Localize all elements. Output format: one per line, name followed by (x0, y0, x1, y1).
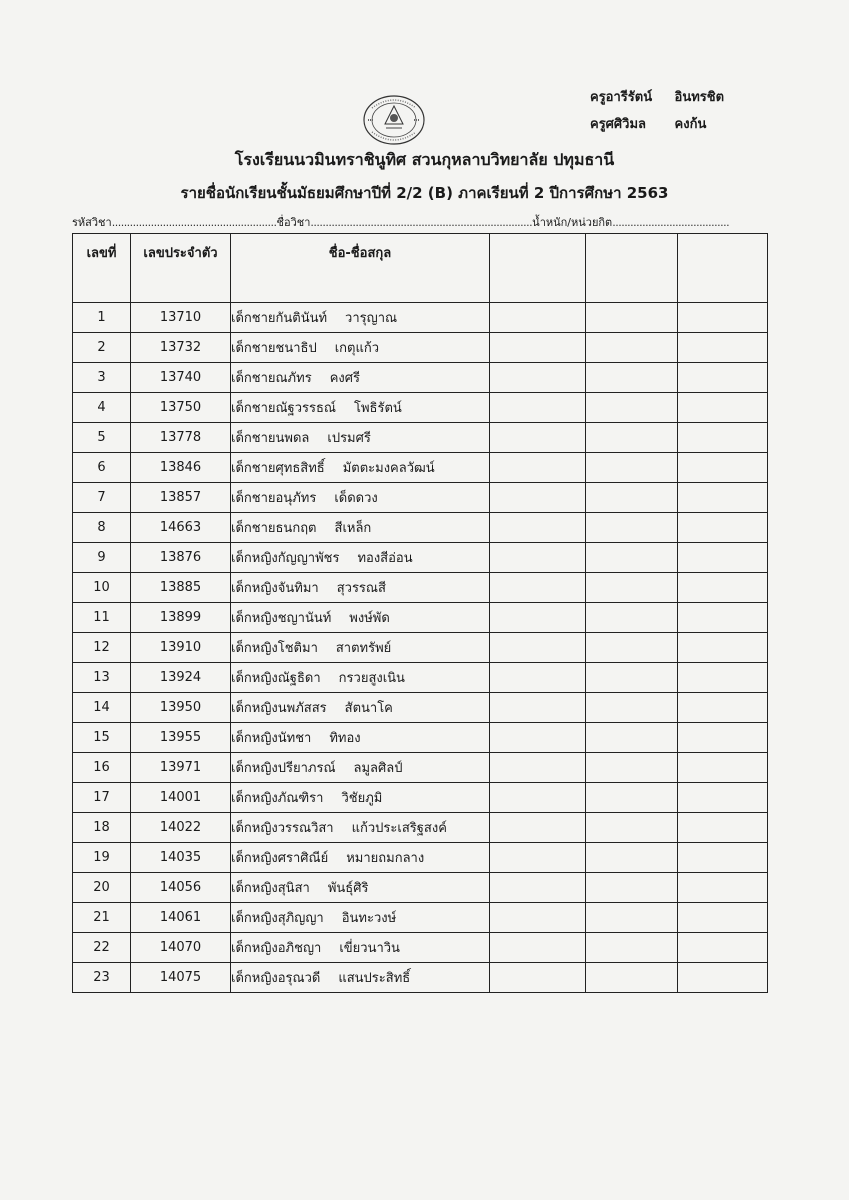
student-name (231, 423, 490, 453)
table-row (73, 813, 768, 843)
score-cell[interactable] (490, 303, 586, 333)
student-first-name: เด็กหญิงโชติมา (231, 641, 318, 656)
score-cell[interactable] (678, 843, 768, 873)
student-last-name: แสนประสิทธิ์ (338, 971, 411, 986)
student-last-name: ทิทอง (329, 731, 361, 746)
student-name (231, 693, 490, 723)
table-row (73, 543, 768, 573)
table-row (73, 903, 768, 933)
student-last-name: สัตนาโค (344, 701, 393, 716)
score-cell[interactable] (678, 663, 768, 693)
student-number: 23 (73, 963, 131, 993)
student-roster-table (72, 233, 768, 993)
student-last-name: โพธิรัตน์ (354, 401, 402, 416)
score-cell[interactable] (586, 333, 678, 363)
student-number: 11 (73, 603, 131, 633)
student-first-name: เด็กชายกันตินันท์ (231, 311, 328, 326)
score-cell[interactable] (678, 753, 768, 783)
table-row (73, 453, 768, 483)
student-last-name: แก้วประเสริฐสงค์ (351, 821, 447, 836)
score-cell[interactable] (586, 573, 678, 603)
score-cell[interactable] (490, 393, 586, 423)
score-cell[interactable] (586, 843, 678, 873)
student-id: 13846 (131, 453, 231, 483)
student-number: 9 (73, 543, 131, 573)
student-last-name: วารุญาณ (345, 311, 398, 326)
student-name (231, 933, 490, 963)
student-first-name: เด็กหญิงปรียาภรณ์ (231, 761, 336, 776)
student-id: 14022 (131, 813, 231, 843)
score-cell[interactable] (490, 633, 586, 663)
student-name (231, 513, 490, 543)
student-id: 13740 (131, 363, 231, 393)
table-row (73, 753, 768, 783)
student-last-name: หมายถมกลาง (346, 851, 425, 866)
student-last-name: มัตตะมงคลวัฒน์ (342, 461, 435, 476)
student-number: 10 (73, 573, 131, 603)
score-cell[interactable] (490, 843, 586, 873)
header-number: เลขที่ (73, 234, 131, 303)
score-cell[interactable] (678, 963, 768, 993)
student-last-name: เด็ดดวง (334, 491, 378, 506)
student-number: 1 (73, 303, 131, 333)
score-cell[interactable] (678, 573, 768, 603)
credit-blank[interactable]: ....................................... (612, 216, 730, 229)
student-number: 16 (73, 753, 131, 783)
score-cell[interactable] (678, 693, 768, 723)
teacher-first-name: ครูอารีรัตน์ (590, 90, 653, 105)
student-number: 5 (73, 423, 131, 453)
student-name (231, 453, 490, 483)
student-first-name: เด็กหญิงวรรณวิสา (231, 821, 334, 836)
student-number: 12 (73, 633, 131, 663)
student-name (231, 903, 490, 933)
student-id: 13924 (131, 663, 231, 693)
table-row (73, 693, 768, 723)
table-row (73, 783, 768, 813)
subject-name-blank[interactable]: .......................................................................... (310, 216, 533, 229)
table-row (73, 933, 768, 963)
header-blank-2 (586, 234, 678, 303)
student-name (231, 663, 490, 693)
score-cell[interactable] (678, 603, 768, 633)
score-cell[interactable] (586, 873, 678, 903)
score-cell[interactable] (586, 363, 678, 393)
student-number: 17 (73, 783, 131, 813)
student-name (231, 753, 490, 783)
table-row (73, 573, 768, 603)
table-row (73, 363, 768, 393)
student-last-name: เปรมศรี (327, 431, 371, 446)
student-number: 22 (73, 933, 131, 963)
subject-code-blank[interactable]: ....................................................... (111, 216, 277, 229)
subject-code-label: รหัสวิชา (72, 216, 112, 229)
score-cell[interactable] (490, 723, 586, 753)
student-id: 13778 (131, 423, 231, 453)
student-first-name: เด็กชายศุทธสิทธิ์ (231, 461, 325, 476)
student-name (231, 633, 490, 663)
student-last-name: อินทะวงษ์ (341, 911, 397, 926)
student-first-name: เด็กหญิงสุภิญญา (231, 911, 324, 926)
score-cell[interactable] (678, 783, 768, 813)
score-cell[interactable] (586, 783, 678, 813)
score-cell[interactable] (490, 483, 586, 513)
class-title (0, 181, 849, 205)
student-id: 14061 (131, 903, 231, 933)
table-row (73, 483, 768, 513)
class-title-text: รายชื่อนักเรียนชั้นมัธยมศึกษาปีที่ 2/2 (B) ภาคเรียนที่ 2 ปีการศึกษา 2563 (180, 184, 669, 202)
score-cell[interactable] (490, 333, 586, 363)
score-cell[interactable] (678, 903, 768, 933)
student-first-name: เด็กหญิงกัญญาพัชร (231, 551, 340, 566)
header-student-id: เลขประจำตัว (131, 234, 231, 303)
score-cell[interactable] (490, 423, 586, 453)
score-cell[interactable] (490, 453, 586, 483)
student-name (231, 573, 490, 603)
score-cell[interactable] (490, 663, 586, 693)
score-cell[interactable] (678, 303, 768, 333)
student-number: 15 (73, 723, 131, 753)
student-name (231, 723, 490, 753)
student-last-name: ทองสีอ่อน (357, 551, 413, 566)
score-cell[interactable] (490, 753, 586, 783)
credit-label: น้ำหนัก/หน่วยกิต (532, 216, 613, 229)
student-first-name: เด็กหญิงจันทิมา (231, 581, 319, 596)
student-first-name: เด็กหญิงภัณฑิรา (231, 791, 324, 806)
student-number: 8 (73, 513, 131, 543)
score-cell[interactable] (678, 933, 768, 963)
score-cell[interactable] (678, 483, 768, 513)
score-cell[interactable] (586, 963, 678, 993)
student-last-name: เกตุแก้ว (334, 341, 380, 356)
student-last-name: ลมูลศิลป์ (353, 761, 403, 776)
student-id: 13899 (131, 603, 231, 633)
score-cell[interactable] (586, 933, 678, 963)
header-blank-1 (490, 234, 586, 303)
student-last-name: คงศรี (329, 371, 360, 386)
student-id: 14070 (131, 933, 231, 963)
header-full-name: ชื่อ-ชื่อสกุล (231, 234, 490, 303)
score-cell[interactable] (586, 513, 678, 543)
student-name (231, 333, 490, 363)
score-cell[interactable] (490, 903, 586, 933)
student-name (231, 843, 490, 873)
student-id: 13732 (131, 333, 231, 363)
student-name (231, 603, 490, 633)
student-first-name: เด็กชายอนุภัทร (231, 491, 317, 506)
score-cell[interactable] (586, 693, 678, 723)
student-first-name: เด็กหญิงณัฐธิดา (231, 671, 321, 686)
student-first-name: เด็กชายณัฐวรรธณ์ (231, 401, 336, 416)
student-name (231, 963, 490, 993)
student-name (231, 483, 490, 513)
teacher-last-name: คงก้น (674, 117, 707, 132)
score-cell[interactable] (490, 933, 586, 963)
student-id: 13885 (131, 573, 231, 603)
student-id: 13876 (131, 543, 231, 573)
student-id: 14075 (131, 963, 231, 993)
student-last-name: พงษ์พัด (349, 611, 390, 626)
table-row (73, 663, 768, 693)
score-cell[interactable] (586, 753, 678, 783)
student-id: 13710 (131, 303, 231, 333)
student-name (231, 303, 490, 333)
score-cell[interactable] (586, 543, 678, 573)
student-first-name: เด็กหญิงนพภัสสร (231, 701, 327, 716)
teacher-2 (590, 111, 724, 138)
student-name (231, 873, 490, 903)
student-first-name: เด็กชายชนาธิป (231, 341, 317, 356)
score-cell[interactable] (586, 723, 678, 753)
student-number: 14 (73, 693, 131, 723)
score-cell[interactable] (678, 543, 768, 573)
student-first-name: เด็กชายนพดล (231, 431, 310, 446)
student-id: 14035 (131, 843, 231, 873)
student-last-name: พันธุ์ศิริ (327, 881, 369, 896)
student-id: 14001 (131, 783, 231, 813)
student-name (231, 813, 490, 843)
student-number: 7 (73, 483, 131, 513)
student-number: 3 (73, 363, 131, 393)
table-body (73, 303, 768, 993)
table-row (73, 843, 768, 873)
student-first-name: เด็กหญิงศราศิณีย์ (231, 851, 329, 866)
student-id: 14663 (131, 513, 231, 543)
student-last-name: สุวรรณสี (336, 581, 386, 596)
score-cell[interactable] (490, 513, 586, 543)
student-first-name: เด็กชายณภัทร (231, 371, 312, 386)
student-id: 13750 (131, 393, 231, 423)
score-cell[interactable] (678, 393, 768, 423)
table-row (73, 333, 768, 363)
score-cell[interactable] (678, 873, 768, 903)
table-row (73, 393, 768, 423)
score-cell[interactable] (678, 813, 768, 843)
score-cell[interactable] (586, 633, 678, 663)
student-id: 13857 (131, 483, 231, 513)
score-cell[interactable] (586, 603, 678, 633)
subject-name-label: ชื่อวิชา (276, 216, 311, 229)
student-number: 21 (73, 903, 131, 933)
student-id: 13971 (131, 753, 231, 783)
score-cell[interactable] (490, 813, 586, 843)
score-cell[interactable] (490, 783, 586, 813)
teacher-first-name: ครูศศิวิมล (590, 117, 647, 132)
score-cell[interactable] (678, 723, 768, 753)
subject-fields (72, 213, 729, 231)
student-first-name: เด็กหญิงอรุณวดี (231, 971, 321, 986)
student-name (231, 393, 490, 423)
student-last-name: วิชัยภูมิ (341, 791, 383, 806)
score-cell[interactable] (490, 603, 586, 633)
student-name (231, 543, 490, 573)
table-row (73, 963, 768, 993)
table-row (73, 513, 768, 543)
score-cell[interactable] (490, 573, 586, 603)
score-cell[interactable] (490, 873, 586, 903)
student-number: 20 (73, 873, 131, 903)
student-id: 13910 (131, 633, 231, 663)
student-number: 19 (73, 843, 131, 873)
school-name: โรงเรียนนวมินทราชินูทิศ สวนกุหลาบวิทยาลัย ปทุมธานี (234, 150, 615, 169)
student-last-name: สาตทรัพย์ (335, 641, 392, 656)
table-row (73, 873, 768, 903)
score-cell[interactable] (490, 963, 586, 993)
score-cell[interactable] (586, 663, 678, 693)
teacher-names (590, 84, 724, 138)
student-first-name: เด็กหญิงชญานันท์ (231, 611, 332, 626)
table-row (73, 423, 768, 453)
teacher-last-name: อินทรชิต (674, 90, 725, 105)
student-number: 6 (73, 453, 131, 483)
student-number: 18 (73, 813, 131, 843)
table-header-row (73, 234, 768, 303)
student-name (231, 363, 490, 393)
score-cell[interactable] (586, 303, 678, 333)
student-id: 13955 (131, 723, 231, 753)
score-cell[interactable] (490, 363, 586, 393)
student-last-name: เขี่ยวนาวิน (339, 941, 400, 956)
student-id: 13950 (131, 693, 231, 723)
student-first-name: เด็กหญิงนัทชา (231, 731, 312, 746)
student-first-name: เด็กหญิงสุนิสา (231, 881, 310, 896)
score-cell[interactable] (678, 633, 768, 663)
student-last-name: กรวยสูงเนิน (338, 671, 405, 686)
score-cell[interactable] (586, 813, 678, 843)
score-cell[interactable] (678, 363, 768, 393)
school-logo (358, 94, 430, 146)
student-name (231, 783, 490, 813)
table-row (73, 723, 768, 753)
table-row (73, 633, 768, 663)
student-number: 2 (73, 333, 131, 363)
score-cell[interactable] (490, 693, 586, 723)
score-cell[interactable] (678, 513, 768, 543)
score-cell[interactable] (586, 483, 678, 513)
student-last-name: สีเหล็ก (334, 521, 372, 536)
table-row (73, 603, 768, 633)
student-number: 4 (73, 393, 131, 423)
score-cell[interactable] (678, 423, 768, 453)
header-blank-3 (678, 234, 768, 303)
student-number: 13 (73, 663, 131, 693)
score-cell[interactable] (586, 423, 678, 453)
student-id: 14056 (131, 873, 231, 903)
score-cell[interactable] (586, 453, 678, 483)
score-cell[interactable] (586, 393, 678, 423)
score-cell[interactable] (586, 903, 678, 933)
student-first-name: เด็กหญิงอภิชญา (231, 941, 322, 956)
score-cell[interactable] (678, 333, 768, 363)
score-cell[interactable] (490, 543, 586, 573)
score-cell[interactable] (678, 453, 768, 483)
student-first-name: เด็กชายธนกฤต (231, 521, 317, 536)
table-row (73, 303, 768, 333)
teacher-1 (590, 84, 724, 111)
